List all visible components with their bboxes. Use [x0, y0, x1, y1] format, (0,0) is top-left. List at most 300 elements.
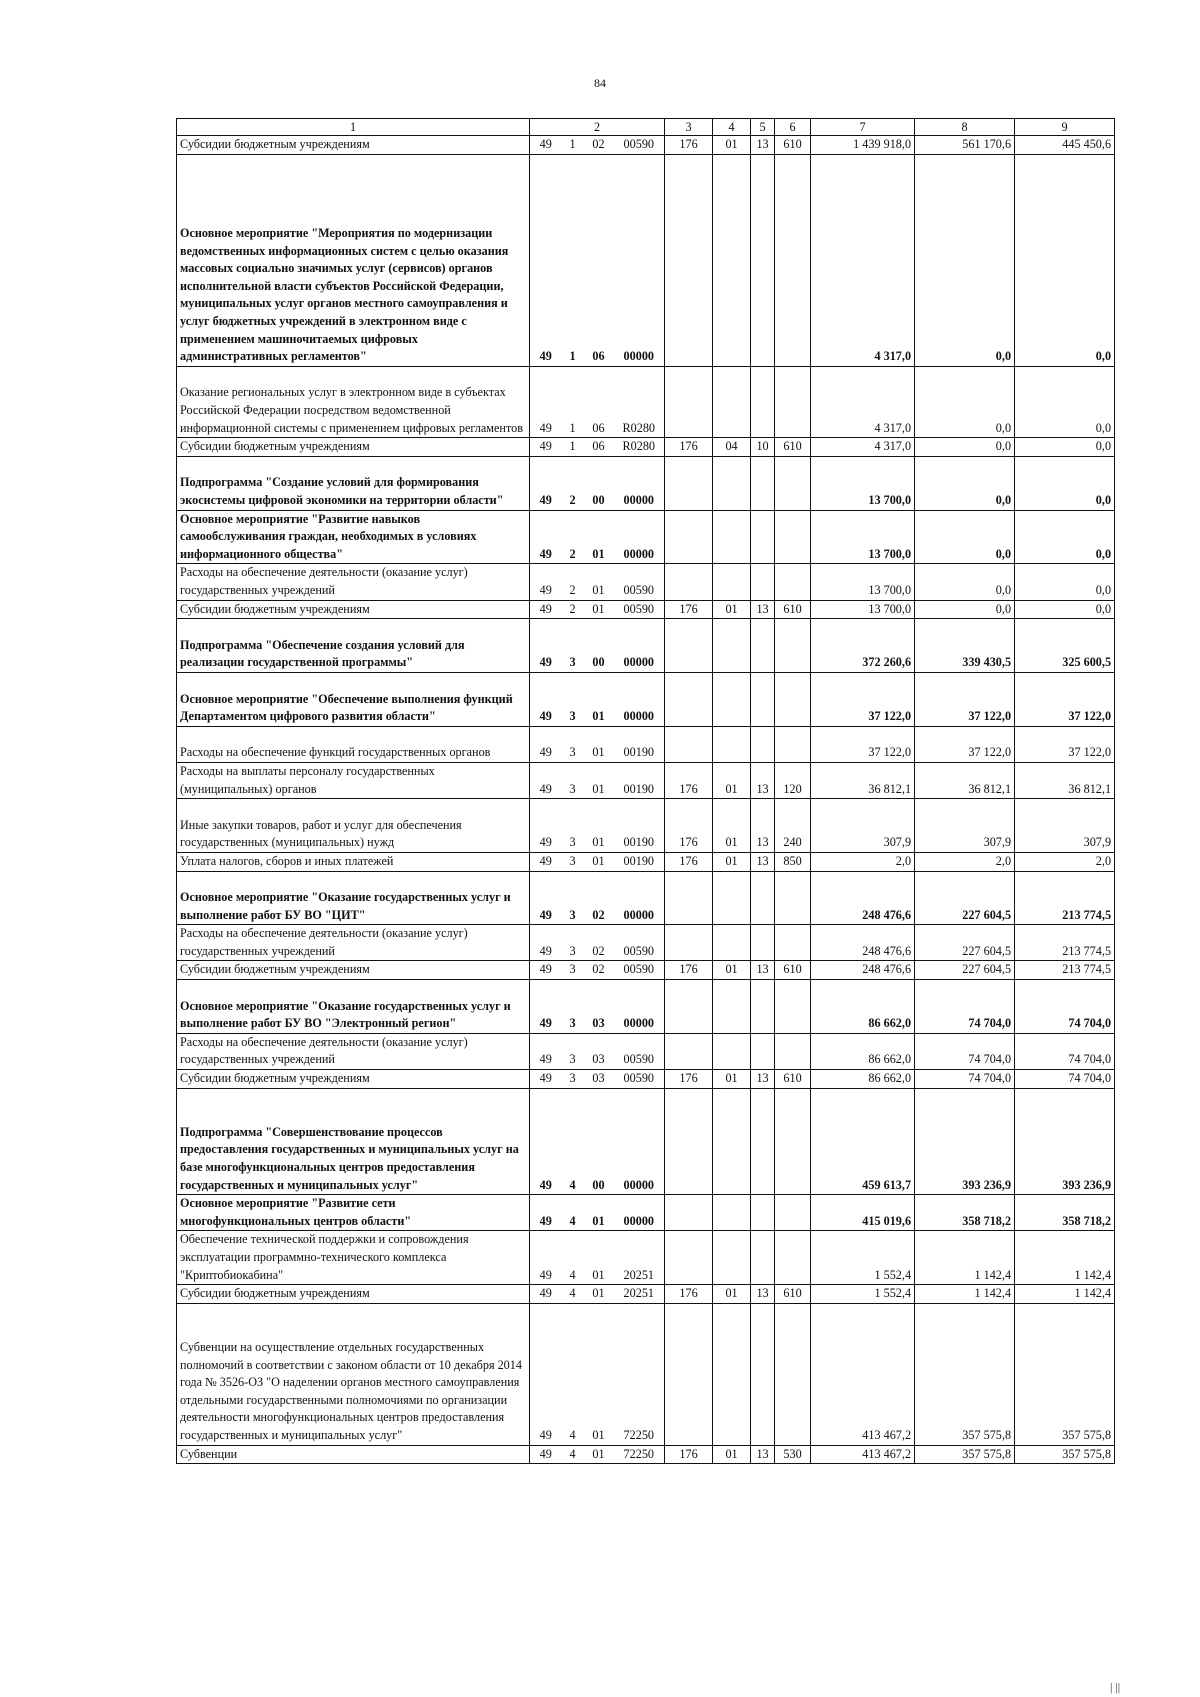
row-cell-k2: 2	[562, 564, 584, 600]
row-cell-c4: 04	[713, 438, 751, 457]
row-cell-c8: 561 170,6	[915, 136, 1015, 155]
row-cell-c7: 13 700,0	[811, 456, 915, 510]
row-cell-c9: 74 704,0	[1015, 1070, 1115, 1089]
row-cell-c8: 1 142,4	[915, 1285, 1015, 1304]
row-cell-k3: 03	[584, 980, 614, 1034]
row-cell-c7: 13 700,0	[811, 564, 915, 600]
row-cell-k4: 00000	[614, 1195, 665, 1231]
row-cell-c3: 176	[665, 799, 713, 853]
row-cell-k3: 01	[584, 1303, 614, 1445]
row-cell-c9: 393 236,9	[1015, 1088, 1115, 1195]
row-cell-c4	[713, 619, 751, 673]
row-cell-k3: 03	[584, 1070, 614, 1089]
row-cell-k1: 49	[530, 1303, 562, 1445]
row-cell-k1: 49	[530, 438, 562, 457]
row-cell-k3: 01	[584, 799, 614, 853]
row-cell-k4: 00190	[614, 852, 665, 871]
row-cell-k4: 00190	[614, 799, 665, 853]
row-cell-k4: 00190	[614, 762, 665, 798]
row-cell-c9: 0,0	[1015, 510, 1115, 564]
row-cell-c3	[665, 564, 713, 600]
table-row	[177, 852, 1115, 871]
row-cell-c8: 393 236,9	[915, 1088, 1015, 1195]
header-cell: 4	[713, 119, 751, 136]
row-cell-k3: 02	[584, 871, 614, 925]
row-cell-k1: 49	[530, 136, 562, 155]
row-cell-k1: 49	[530, 871, 562, 925]
row-cell-k1: 49	[530, 564, 562, 600]
row-cell-c9: 0,0	[1015, 600, 1115, 619]
row-cell-c4: 01	[713, 852, 751, 871]
row-cell-k3: 06	[584, 154, 614, 366]
row-cell-c5	[751, 1195, 775, 1231]
row-cell-c3	[665, 1303, 713, 1445]
row-cell-c6	[775, 1088, 811, 1195]
table-row	[177, 925, 1115, 961]
row-cell-c5	[751, 1033, 775, 1069]
row-name-cell: Субсидии бюджетным учреждениям	[177, 1070, 530, 1089]
row-cell-c7: 37 122,0	[811, 726, 915, 762]
row-cell-k2: 1	[562, 136, 584, 155]
row-cell-c7: 1 552,4	[811, 1231, 915, 1285]
row-cell-c6: 120	[775, 762, 811, 798]
row-cell-c9: 37 122,0	[1015, 726, 1115, 762]
header-cell: 5	[751, 119, 775, 136]
row-cell-k4: 20251	[614, 1231, 665, 1285]
row-cell-c4	[713, 564, 751, 600]
row-cell-c8: 357 575,8	[915, 1445, 1015, 1464]
row-cell-k1: 49	[530, 1285, 562, 1304]
row-cell-c8: 339 430,5	[915, 619, 1015, 673]
row-cell-k3: 01	[584, 1195, 614, 1231]
table-row	[177, 564, 1115, 600]
row-cell-c7: 4 317,0	[811, 438, 915, 457]
row-cell-k1: 49	[530, 1231, 562, 1285]
row-cell-k2: 3	[562, 619, 584, 673]
row-cell-c8: 357 575,8	[915, 1303, 1015, 1445]
row-cell-c4: 01	[713, 961, 751, 980]
row-cell-c8: 36 812,1	[915, 762, 1015, 798]
row-cell-c9: 36 812,1	[1015, 762, 1115, 798]
row-cell-k1: 49	[530, 154, 562, 366]
row-cell-c5	[751, 726, 775, 762]
row-cell-c7: 13 700,0	[811, 510, 915, 564]
row-cell-k2: 3	[562, 726, 584, 762]
row-cell-c9: 357 575,8	[1015, 1303, 1115, 1445]
row-name-cell: Субвенции	[177, 1445, 530, 1464]
row-cell-k3: 01	[584, 1231, 614, 1285]
row-cell-k2: 3	[562, 852, 584, 871]
row-cell-k4: 00590	[614, 136, 665, 155]
row-cell-c6: 610	[775, 600, 811, 619]
row-cell-k2: 3	[562, 1070, 584, 1089]
row-cell-c8: 0,0	[915, 366, 1015, 437]
row-name-cell: Уплата налогов, сборов и иных платежей	[177, 852, 530, 871]
row-cell-c5	[751, 456, 775, 510]
row-cell-c7: 86 662,0	[811, 1033, 915, 1069]
row-cell-k1: 49	[530, 510, 562, 564]
row-cell-c5: 13	[751, 136, 775, 155]
table-row	[177, 961, 1115, 980]
row-cell-c6	[775, 925, 811, 961]
row-cell-c4: 01	[713, 1445, 751, 1464]
row-cell-c9: 325 600,5	[1015, 619, 1115, 673]
row-name-cell: Основное мероприятие "Развитие сети многофункциональных центров области"	[177, 1195, 530, 1231]
row-cell-c6	[775, 871, 811, 925]
row-cell-k3: 06	[584, 366, 614, 437]
row-cell-k2: 2	[562, 600, 584, 619]
row-name-cell: Субсидии бюджетным учреждениям	[177, 600, 530, 619]
row-cell-k2: 4	[562, 1231, 584, 1285]
row-cell-c5: 13	[751, 852, 775, 871]
row-cell-c9: 445 450,6	[1015, 136, 1115, 155]
row-cell-c8: 74 704,0	[915, 980, 1015, 1034]
table-row	[177, 1445, 1115, 1464]
row-cell-c4	[713, 925, 751, 961]
row-cell-c3	[665, 925, 713, 961]
row-cell-c6: 530	[775, 1445, 811, 1464]
row-cell-k4: 00590	[614, 961, 665, 980]
row-cell-c6: 850	[775, 852, 811, 871]
row-name-cell: Субсидии бюджетным учреждениям	[177, 961, 530, 980]
row-cell-k4: 00590	[614, 1070, 665, 1089]
row-cell-c3	[665, 1195, 713, 1231]
row-name-cell: Основное мероприятие "Оказание государственных услуг и выполнение работ БУ ВО "Электронный регион"	[177, 980, 530, 1034]
row-cell-c6	[775, 1303, 811, 1445]
row-cell-c6: 610	[775, 438, 811, 457]
row-cell-c9: 0,0	[1015, 154, 1115, 366]
row-cell-k4: 20251	[614, 1285, 665, 1304]
row-cell-c7: 36 812,1	[811, 762, 915, 798]
row-cell-k3: 02	[584, 925, 614, 961]
row-cell-c4: 01	[713, 136, 751, 155]
row-cell-c9: 0,0	[1015, 366, 1115, 437]
row-cell-c6	[775, 154, 811, 366]
row-cell-k3: 00	[584, 619, 614, 673]
row-cell-k3: 01	[584, 762, 614, 798]
table-row	[177, 136, 1115, 155]
row-cell-k2: 2	[562, 456, 584, 510]
row-cell-c3	[665, 456, 713, 510]
row-cell-k3: 02	[584, 961, 614, 980]
row-cell-c7: 1 552,4	[811, 1285, 915, 1304]
row-cell-k2: 3	[562, 799, 584, 853]
table-row	[177, 456, 1115, 510]
row-name-cell: Расходы на обеспечение деятельности (оказание услуг) государственных учреждений	[177, 564, 530, 600]
row-cell-c4	[713, 1033, 751, 1069]
row-cell-k1: 49	[530, 925, 562, 961]
row-cell-c4	[713, 1303, 751, 1445]
row-cell-c3: 176	[665, 961, 713, 980]
row-cell-k4: 00000	[614, 619, 665, 673]
row-cell-c6: 610	[775, 1285, 811, 1304]
row-cell-c5: 13	[751, 1445, 775, 1464]
row-cell-c4	[713, 672, 751, 726]
row-cell-c5	[751, 619, 775, 673]
row-cell-c8: 227 604,5	[915, 925, 1015, 961]
row-cell-k4: 00000	[614, 456, 665, 510]
row-cell-c4	[713, 366, 751, 437]
row-name-cell: Основное мероприятие "Развитие навыков самообслуживания граждан, необходимых в условиях информационного общества"	[177, 510, 530, 564]
row-cell-c9: 37 122,0	[1015, 672, 1115, 726]
row-cell-c6: 610	[775, 136, 811, 155]
row-cell-c8: 0,0	[915, 564, 1015, 600]
row-cell-c9: 358 718,2	[1015, 1195, 1115, 1231]
row-cell-k4: 00590	[614, 1033, 665, 1069]
row-cell-c3	[665, 366, 713, 437]
row-cell-c6: 610	[775, 1070, 811, 1089]
row-cell-k3: 01	[584, 852, 614, 871]
row-cell-c4	[713, 726, 751, 762]
table-row	[177, 1070, 1115, 1089]
row-cell-c4: 01	[713, 600, 751, 619]
row-cell-k2: 3	[562, 925, 584, 961]
row-cell-c7: 1 439 918,0	[811, 136, 915, 155]
row-cell-c3: 176	[665, 600, 713, 619]
row-name-cell: Подпрограмма "Создание условий для формирования экосистемы цифровой экономики на территории области"	[177, 456, 530, 510]
row-cell-c8: 0,0	[915, 456, 1015, 510]
row-cell-c8: 358 718,2	[915, 1195, 1015, 1231]
row-cell-k4: 00000	[614, 871, 665, 925]
row-cell-c5: 13	[751, 600, 775, 619]
row-cell-c6: 610	[775, 961, 811, 980]
row-cell-c7: 2,0	[811, 852, 915, 871]
row-name-cell: Расходы на обеспечение деятельности (оказание услуг) государственных учреждений	[177, 925, 530, 961]
row-cell-k1: 49	[530, 1445, 562, 1464]
row-cell-c3	[665, 154, 713, 366]
row-cell-k4: 00000	[614, 510, 665, 564]
row-cell-c5	[751, 980, 775, 1034]
row-cell-c7: 413 467,2	[811, 1445, 915, 1464]
row-name-cell: Основное мероприятие "Мероприятия по модернизации ведомственных информационных систем с целью оказания массовых социально значимых услуг (сервисов) органов исполнительной власти субъектов Российской Федерации, муниципальных услуг органов местного самоуправления и услуг бюджетных учреждений в электронном виде с применением машиночитаемых цифровых административных регламентов"	[177, 154, 530, 366]
row-cell-c5: 10	[751, 438, 775, 457]
table-row	[177, 1033, 1115, 1069]
row-cell-c4: 01	[713, 1070, 751, 1089]
table-row	[177, 672, 1115, 726]
row-name-cell: Расходы на выплаты персоналу государственных (муниципальных) органов	[177, 762, 530, 798]
row-name-cell: Субсидии бюджетным учреждениям	[177, 136, 530, 155]
row-cell-c4: 01	[713, 762, 751, 798]
row-cell-k4: 00590	[614, 564, 665, 600]
row-cell-c3: 176	[665, 1070, 713, 1089]
row-cell-c5	[751, 1303, 775, 1445]
row-cell-c5	[751, 871, 775, 925]
row-cell-c6	[775, 1195, 811, 1231]
table-row	[177, 762, 1115, 798]
row-cell-k2: 3	[562, 871, 584, 925]
row-cell-c6	[775, 726, 811, 762]
row-cell-k1: 49	[530, 762, 562, 798]
row-cell-c3: 176	[665, 762, 713, 798]
page-number: 84	[594, 76, 606, 90]
row-cell-c4	[713, 154, 751, 366]
row-cell-c5: 13	[751, 1285, 775, 1304]
row-name-cell: Субсидии бюджетным учреждениям	[177, 438, 530, 457]
row-cell-c6	[775, 456, 811, 510]
row-cell-k3: 01	[584, 672, 614, 726]
row-cell-c5	[751, 510, 775, 564]
row-cell-c6	[775, 619, 811, 673]
row-cell-k1: 49	[530, 852, 562, 871]
row-cell-c3: 176	[665, 1445, 713, 1464]
row-cell-k2: 1	[562, 154, 584, 366]
row-cell-k1: 49	[530, 366, 562, 437]
row-cell-k4: 00590	[614, 925, 665, 961]
header-cell: 2	[530, 119, 665, 136]
row-cell-k4: 72250	[614, 1303, 665, 1445]
row-cell-k2: 3	[562, 762, 584, 798]
row-cell-k4: 00000	[614, 980, 665, 1034]
row-cell-c6	[775, 672, 811, 726]
row-cell-c7: 86 662,0	[811, 980, 915, 1034]
row-cell-k1: 49	[530, 600, 562, 619]
row-cell-c7: 413 467,2	[811, 1303, 915, 1445]
row-cell-c7: 248 476,6	[811, 961, 915, 980]
row-cell-c7: 372 260,6	[811, 619, 915, 673]
row-cell-c6	[775, 366, 811, 437]
row-cell-k3: 03	[584, 1033, 614, 1069]
row-cell-c4	[713, 1231, 751, 1285]
row-cell-c7: 86 662,0	[811, 1070, 915, 1089]
row-cell-c5: 13	[751, 799, 775, 853]
row-cell-c8: 227 604,5	[915, 871, 1015, 925]
row-cell-c6	[775, 980, 811, 1034]
row-cell-k3: 01	[584, 600, 614, 619]
row-cell-c5	[751, 1231, 775, 1285]
row-cell-k2: 4	[562, 1303, 584, 1445]
row-cell-k4: 00000	[614, 154, 665, 366]
table-row	[177, 619, 1115, 673]
row-cell-c8: 0,0	[915, 154, 1015, 366]
row-cell-c6	[775, 1231, 811, 1285]
row-cell-c8: 0,0	[915, 600, 1015, 619]
row-cell-c3: 176	[665, 136, 713, 155]
row-cell-c9: 1 142,4	[1015, 1285, 1115, 1304]
row-cell-c5	[751, 366, 775, 437]
row-cell-c9: 74 704,0	[1015, 980, 1115, 1034]
row-cell-c8: 0,0	[915, 510, 1015, 564]
row-cell-c6: 240	[775, 799, 811, 853]
table-row	[177, 1231, 1115, 1285]
header-cell: 7	[811, 119, 915, 136]
table-header-row	[177, 119, 1115, 136]
row-cell-c9: 2,0	[1015, 852, 1115, 871]
row-cell-c7: 4 317,0	[811, 366, 915, 437]
row-name-cell: Субсидии бюджетным учреждениям	[177, 1285, 530, 1304]
row-cell-c3	[665, 871, 713, 925]
row-cell-c8: 74 704,0	[915, 1070, 1015, 1089]
row-cell-k3: 01	[584, 1285, 614, 1304]
row-cell-c3: 176	[665, 1285, 713, 1304]
row-name-cell: Субвенции на осуществление отдельных государственных полномочий в соответствии с законом области от 10 декабря 2014 года № 3526-ОЗ "О наделении органов местного самоуправления отдельными государственными полномочиями по организации деятельности многофункциональных центров предоставления государственных и муниципальных услуг"	[177, 1303, 530, 1445]
row-cell-c9: 213 774,5	[1015, 961, 1115, 980]
header-cell: 9	[1015, 119, 1115, 136]
row-cell-c6	[775, 1033, 811, 1069]
table-row	[177, 154, 1115, 366]
row-cell-k3: 01	[584, 564, 614, 600]
row-cell-c8: 1 142,4	[915, 1231, 1015, 1285]
row-cell-k1: 49	[530, 980, 562, 1034]
row-name-cell: Подпрограмма "Совершенствование процессов предоставления государственных и муниципальных услуг на базе многофункциональных центров предоставления государственных и муниципальных услуг"	[177, 1088, 530, 1195]
row-cell-k2: 4	[562, 1445, 584, 1464]
row-cell-c9: 307,9	[1015, 799, 1115, 853]
row-cell-c5	[751, 1088, 775, 1195]
row-name-cell: Основное мероприятие "Обеспечение выполнения функций Департаментом цифрового развития области"	[177, 672, 530, 726]
row-cell-c8: 37 122,0	[915, 726, 1015, 762]
row-cell-c4: 01	[713, 1285, 751, 1304]
row-cell-c3	[665, 726, 713, 762]
row-cell-c5: 13	[751, 961, 775, 980]
row-cell-k2: 4	[562, 1195, 584, 1231]
row-cell-k4: 00000	[614, 1088, 665, 1195]
row-cell-c7: 307,9	[811, 799, 915, 853]
row-cell-c9: 1 142,4	[1015, 1231, 1115, 1285]
row-cell-k4: 00590	[614, 600, 665, 619]
row-cell-c9: 0,0	[1015, 456, 1115, 510]
row-cell-k2: 3	[562, 961, 584, 980]
row-cell-k1: 49	[530, 456, 562, 510]
scan-mark: | ||	[1110, 1680, 1121, 1694]
row-cell-c9: 357 575,8	[1015, 1445, 1115, 1464]
table-row	[177, 1195, 1115, 1231]
table-row	[177, 726, 1115, 762]
row-cell-k1: 49	[530, 1033, 562, 1069]
row-cell-c3: 176	[665, 852, 713, 871]
row-name-cell: Подпрограмма "Обеспечение создания условий для реализации государственной программы"	[177, 619, 530, 673]
row-cell-c4	[713, 456, 751, 510]
table-row	[177, 980, 1115, 1034]
row-cell-c4	[713, 1088, 751, 1195]
row-cell-k1: 49	[530, 961, 562, 980]
row-cell-c5	[751, 564, 775, 600]
row-cell-c4	[713, 1195, 751, 1231]
row-cell-c3	[665, 980, 713, 1034]
row-cell-c5	[751, 672, 775, 726]
table-row	[177, 600, 1115, 619]
row-cell-c9: 213 774,5	[1015, 871, 1115, 925]
row-cell-c7: 37 122,0	[811, 672, 915, 726]
row-cell-k1: 49	[530, 1088, 562, 1195]
row-cell-k3: 01	[584, 1445, 614, 1464]
row-cell-k1: 49	[530, 799, 562, 853]
row-name-cell: Основное мероприятие "Оказание государственных услуг и выполнение работ БУ ВО "ЦИТ"	[177, 871, 530, 925]
row-cell-c9: 0,0	[1015, 438, 1115, 457]
row-cell-c4	[713, 510, 751, 564]
row-cell-c4: 01	[713, 799, 751, 853]
row-cell-k3: 02	[584, 136, 614, 155]
row-cell-k4: 00190	[614, 726, 665, 762]
row-cell-k2: 4	[562, 1088, 584, 1195]
row-cell-c7: 4 317,0	[811, 154, 915, 366]
row-cell-c7: 459 613,7	[811, 1088, 915, 1195]
row-cell-c3	[665, 1231, 713, 1285]
row-cell-c7: 13 700,0	[811, 600, 915, 619]
row-cell-c7: 248 476,6	[811, 925, 915, 961]
row-cell-c3	[665, 672, 713, 726]
row-cell-c3	[665, 1088, 713, 1195]
row-cell-k3: 06	[584, 438, 614, 457]
row-cell-c5	[751, 154, 775, 366]
row-cell-k1: 49	[530, 619, 562, 673]
row-cell-k3: 01	[584, 726, 614, 762]
row-cell-c3: 176	[665, 438, 713, 457]
row-cell-c7: 248 476,6	[811, 871, 915, 925]
table-row	[177, 438, 1115, 457]
row-cell-k3: 01	[584, 510, 614, 564]
row-cell-k1: 49	[530, 672, 562, 726]
budget-table	[176, 118, 1115, 1464]
row-cell-k2: 4	[562, 1285, 584, 1304]
